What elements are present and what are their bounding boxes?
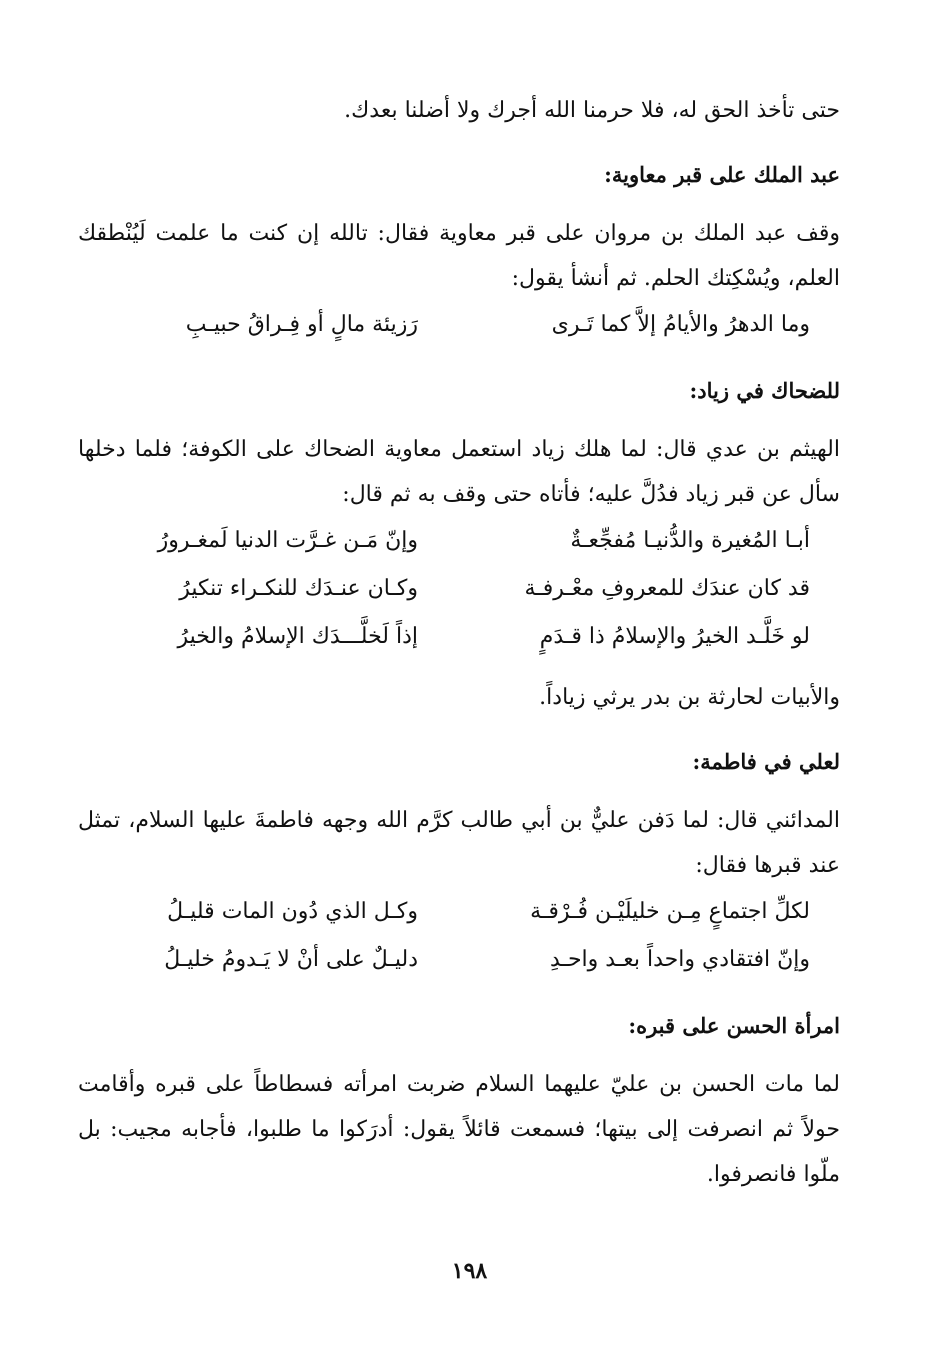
verse-line bbox=[78, 888, 840, 936]
verse-block-ali bbox=[78, 888, 840, 984]
page-number: ١٩٨ bbox=[451, 1258, 488, 1284]
book-page bbox=[78, 88, 840, 1197]
verse-first-hemistich: وما الدهرُ والأيامُ إلاَّ كما تَـرى bbox=[551, 312, 810, 337]
verse-line bbox=[78, 613, 840, 661]
section-heading-abdulmalik: عبد الملك على قبر معاوية: bbox=[604, 162, 840, 187]
section-paragraph-abdulmalik: وقف عبد الملك بن مروان على قبر معاوية فقال: تالله إن كنت ما علمت لَيُنْطقك العلم، ويُسْكِتك الحلم. ثم أنشأ يقول: bbox=[78, 221, 840, 291]
verse-first-hemistich: لو خَلَّـد الخيرُ والإسلامُ ذا قـدَمٍ bbox=[539, 624, 810, 649]
verse-line bbox=[78, 936, 840, 984]
verse-line bbox=[78, 301, 840, 349]
verse-first-hemistich: أبـا المُغيرة والدُّنيـا مُفجِّعـةٌ bbox=[570, 528, 810, 553]
section-heading-hasan: امرأة الحسن على قبره: bbox=[628, 1013, 840, 1038]
section-heading-ali: لعلي في فاطمة: bbox=[692, 749, 840, 774]
verse-first-hemistich: لكلِّ اجتماعٍ مِـن خليلَيْـن فُـرْقـة bbox=[530, 899, 810, 924]
section-paragraph-dahhak: الهيثم بن عدي قال: لما هلك زياد استعمل معاوية الضحاك على الكوفة؛ فلما دخلها سأل عن قبر زياد فدُلَّ عليه؛ فأتاه حتى وقف به ثم قال: bbox=[78, 437, 840, 507]
section-paragraph-ali: المدائني قال: لما دَفن عليٌّ بن أبي طالب كرَّم الله وجهه فاطمةَ عليها السلام، تمثل عند قبرها فقال: bbox=[78, 808, 840, 878]
verse-second-hemistich: وكـل الذي دُون المات قليـلُ bbox=[167, 899, 418, 924]
section-heading-dahhak: للضحاك في زياد: bbox=[689, 378, 840, 403]
section-paragraph-hasan: لما مات الحسن بن عليّ عليهما السلام ضربت امرأته فسطاطاً على قبره وأقامت حولاً ثم انصرفت إلى بيتها؛ فسمعت قائلاً يقول: أدرَكوا ما طلبوا، فأجابه مجيب: بل ملّوا فانصرفوا. bbox=[78, 1072, 840, 1187]
verse-first-hemistich: وإنّ افتقادي واحداً بعـد واحـدِ bbox=[549, 947, 810, 972]
verse-second-hemistich: دليـلٌ على أنْ لا يَـدومُ خليـلُ bbox=[164, 947, 418, 972]
verse-second-hemistich: رَزيئة مالٍ أو فِـراقُ حبيـبِ bbox=[185, 312, 418, 337]
verse-second-hemistich: وإنّ مَـن غـرَّت الدنيا لَمغـرورُ bbox=[157, 528, 418, 553]
verse-second-hemistich: وكـان عنـدَك للنكـراء تنكيرُ bbox=[179, 576, 418, 601]
verse-block-dahhak bbox=[78, 517, 840, 661]
verse-first-hemistich: قد كان عندَك للمعروفِ معْـرفـة bbox=[524, 576, 810, 601]
verse-second-hemistich: إذاً لَخلَّـــدَك الإسلامُ والخيرُ bbox=[177, 624, 418, 649]
intro-paragraph: حتى تأخذ الحق له، فلا حرمنا الله أجرك ولا أضلنا بعدك. bbox=[344, 98, 840, 123]
attribution-line: والأبيات لحارثة بن بدر يرثي زياداً. bbox=[539, 685, 840, 710]
verse-block-abdulmalik bbox=[78, 301, 840, 349]
verse-line bbox=[78, 565, 840, 613]
verse-line bbox=[78, 517, 840, 565]
